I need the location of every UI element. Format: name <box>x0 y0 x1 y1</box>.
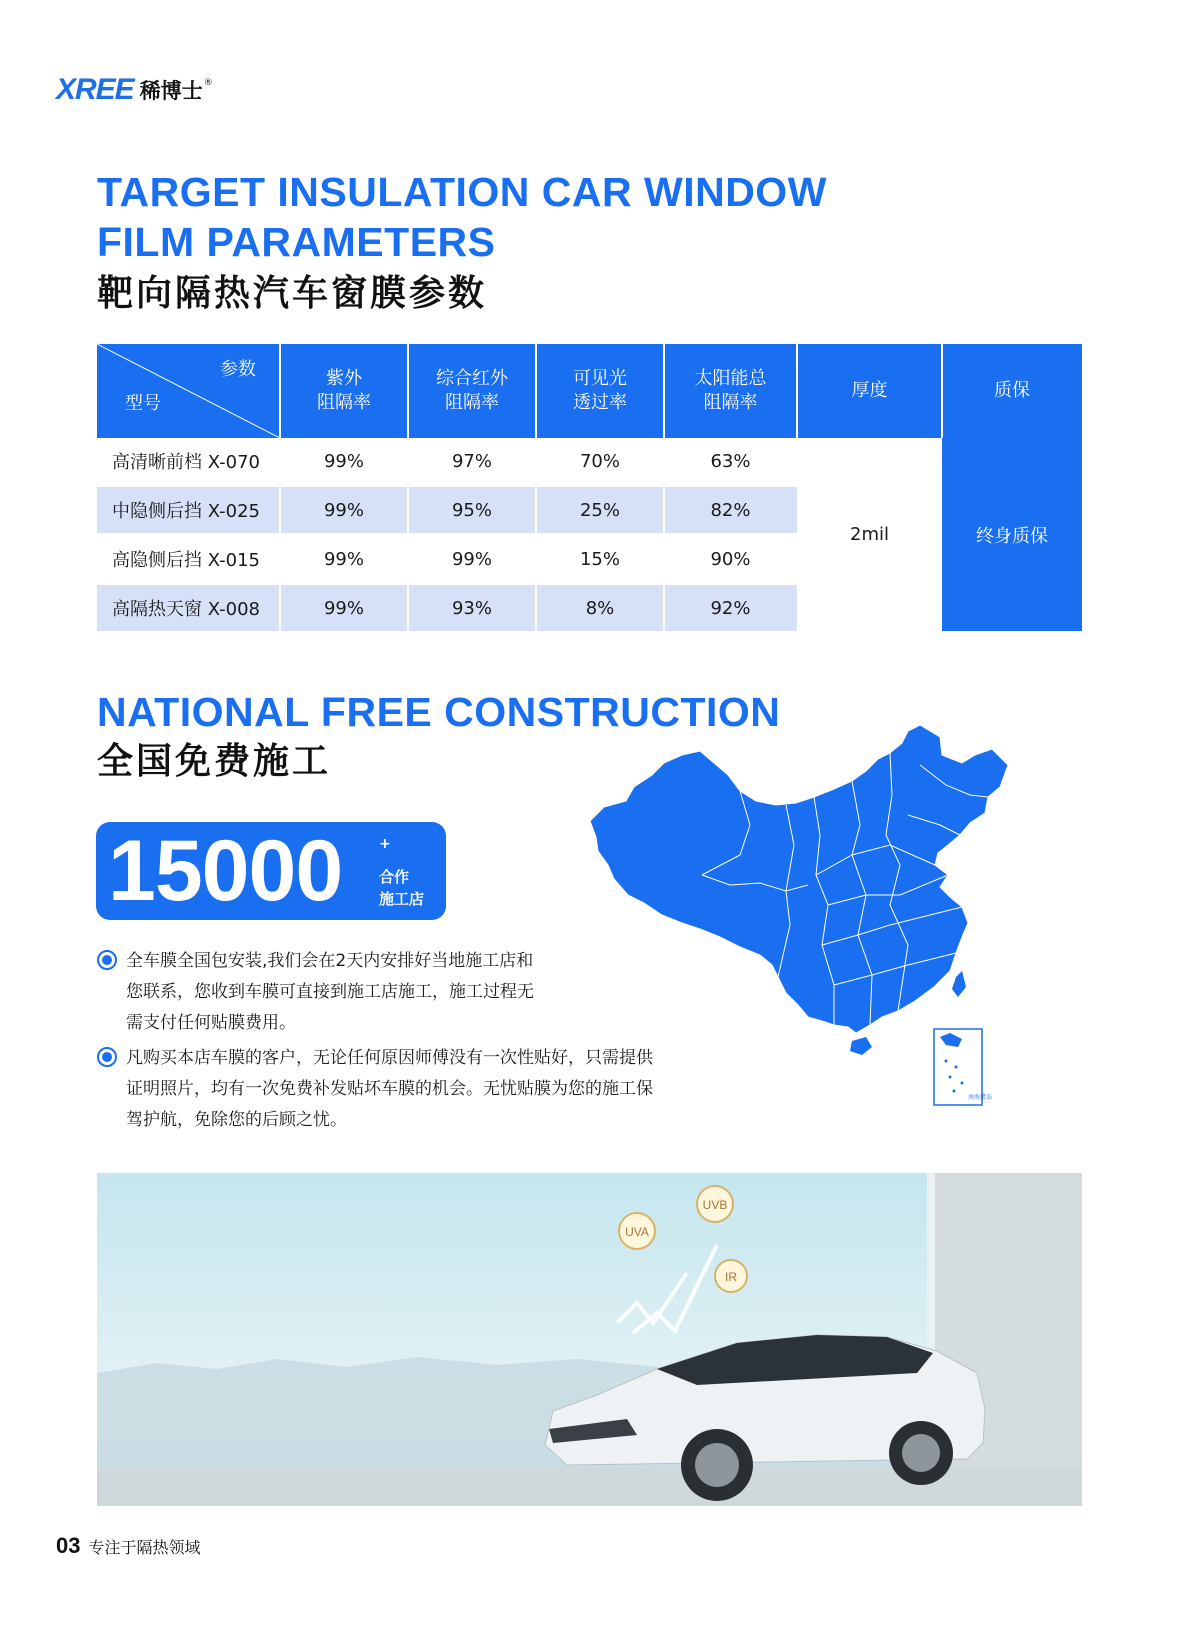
footer-slogan: 专注于隔热领域 <box>88 1538 201 1557</box>
partner-count-plus: + <box>379 836 391 852</box>
ir-label: IR <box>725 1270 737 1284</box>
header-ir <box>408 344 536 438</box>
model-name: 中隐侧后挡 X-025 <box>112 501 261 522</box>
table-row <box>97 438 797 484</box>
visible-value: 15% <box>579 548 620 570</box>
solar-value: 90% <box>710 548 751 570</box>
header-solar-line2: 阻隔率 <box>703 392 758 413</box>
header-warranty-label: 质保 <box>994 380 1030 401</box>
row-divider <box>663 438 665 631</box>
registered-mark: ® <box>203 78 213 88</box>
section-title-en-line2: FILM PARAMETERS <box>97 219 496 265</box>
solar-value: 92% <box>710 597 751 619</box>
bullet-text <box>126 946 534 1039</box>
header-uv-line1: 紫外 <box>326 368 362 389</box>
table-row <box>97 536 797 582</box>
banner-illustration <box>97 1173 1082 1506</box>
header-divider <box>796 344 798 438</box>
ir-value: 95% <box>451 499 492 521</box>
header-divider <box>941 344 943 438</box>
uvb-tag <box>697 1186 733 1222</box>
table-corner-header <box>97 344 280 438</box>
bullet-line: 凡购买本店车膜的客户，无论任何原因师傅没有一次性贴好，只需提供 <box>126 1048 653 1068</box>
logo-mark: XREE <box>56 73 134 106</box>
solar-value: 63% <box>710 450 751 472</box>
bullet-dot-icon <box>97 1047 117 1067</box>
hainan-island-shape <box>850 1037 872 1055</box>
china-map <box>590 725 1040 1120</box>
taiwan-island-shape <box>952 971 966 997</box>
bullet-line: 全车膜全国包安装,我们会在2天内安排好当地施工店和 <box>126 951 534 971</box>
ir-value: 93% <box>451 597 492 619</box>
warranty-value: 终身质保 <box>942 438 1082 631</box>
header-solar <box>664 344 797 438</box>
uv-value: 99% <box>323 597 364 619</box>
row-divider <box>535 438 537 631</box>
uv-value: 99% <box>323 548 364 570</box>
section2-title-en: NATIONAL FREE CONSTRUCTION <box>97 689 781 735</box>
table-row <box>97 487 797 533</box>
inset-label: 南海诸岛 <box>968 1094 993 1101</box>
bullet-dot-icon <box>97 950 117 970</box>
bullet-line: 驾护航，免除您的后顾之忧。 <box>126 1110 347 1130</box>
header-divider <box>279 344 281 438</box>
bullet-line: 需支付任何贴膜费用。 <box>126 1013 296 1033</box>
car-banner-image <box>97 1173 1082 1506</box>
logo-name: 稀博士 <box>139 79 203 103</box>
uv-value: 99% <box>323 499 364 521</box>
header-visible-line1: 可见光 <box>573 368 627 389</box>
page-number: 03 <box>56 1533 81 1558</box>
solar-value: 82% <box>710 499 751 521</box>
ir-tag <box>715 1260 747 1292</box>
header-visible <box>536 344 664 438</box>
brand-logo <box>56 72 213 108</box>
visible-value: 8% <box>585 597 615 619</box>
section-title-en-line1: TARGET INSULATION CAR WINDOW <box>97 169 827 215</box>
table-row <box>97 585 797 631</box>
partner-store-badge <box>96 822 446 920</box>
thickness-value: 2mil <box>850 524 889 545</box>
uva-tag <box>619 1213 655 1249</box>
header-warranty <box>942 344 1082 438</box>
bullet-line: 证明照片，均有一次免费补发贴坏车膜的机会。无忧贴膜为您的施工保 <box>126 1079 653 1099</box>
partner-count: 15000 <box>108 823 343 919</box>
model-name: 高隔热天窗 X-008 <box>112 599 261 620</box>
header-thickness-label: 厚度 <box>851 380 888 401</box>
header-visible-line2: 透过率 <box>573 392 627 413</box>
section-title-cn: 靶向隔热汽车窗膜参数 <box>97 273 488 314</box>
header-ir-line1: 综合红外 <box>436 368 508 389</box>
uv-value: 99% <box>323 450 364 472</box>
header-thickness <box>797 344 942 438</box>
row-divider <box>407 438 409 631</box>
ir-value: 99% <box>451 548 492 570</box>
uvb-label: UVB <box>702 1198 728 1212</box>
china-mainland-shape <box>590 725 1008 1033</box>
header-divider <box>663 344 665 438</box>
uv-arrows-icon <box>617 1245 717 1333</box>
corner-label-model: 型号 <box>125 393 161 414</box>
uva-label: UVA <box>625 1225 649 1239</box>
bullet-line: 您联系，您收到车膜可直接到施工店施工，施工过程无 <box>126 982 534 1002</box>
header-uv-line2: 阻隔率 <box>317 392 371 413</box>
model-name: 高清晰前档 X-070 <box>112 452 261 473</box>
model-name: 高隐侧后挡 X-015 <box>112 550 261 571</box>
parameter-table <box>97 344 1082 631</box>
bullet-text <box>126 1043 653 1136</box>
header-ir-line2: 阻隔率 <box>445 392 499 413</box>
section2-title-cn: 全国免费施工 <box>97 741 332 782</box>
badge-label-line1: 合作 <box>379 868 410 886</box>
badge-label-line2: 施工店 <box>379 890 425 908</box>
corner-label-params: 参数 <box>220 359 256 380</box>
ir-value: 97% <box>451 450 492 472</box>
header-uv <box>280 344 408 438</box>
visible-value: 70% <box>579 450 620 472</box>
page-footer <box>56 1533 201 1559</box>
header-divider <box>407 344 409 438</box>
header-solar-line1: 太阳能总 <box>694 368 767 389</box>
south-china-sea-inset <box>934 1029 992 1105</box>
header-divider <box>535 344 537 438</box>
row-divider <box>279 438 281 631</box>
visible-value: 25% <box>579 499 620 521</box>
